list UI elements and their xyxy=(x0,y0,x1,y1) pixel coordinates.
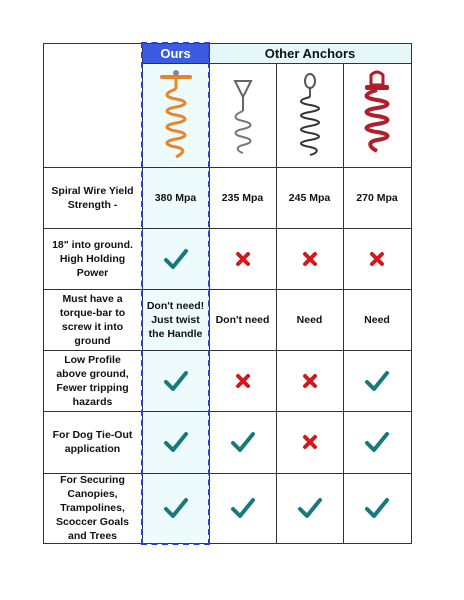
cell-value: 245 Mpa xyxy=(288,191,331,204)
check-icon xyxy=(209,473,276,543)
cell-value: Need xyxy=(364,313,390,326)
product-image-other-2 xyxy=(276,63,343,167)
cross-icon xyxy=(209,228,276,289)
row-label: 18" into ground. High Holding Power xyxy=(52,238,133,279)
grid-line xyxy=(411,43,412,544)
check-icon xyxy=(209,411,276,473)
cell-value: Don't need! Just twist the Handle xyxy=(146,299,205,340)
row-label: Spiral Wire Yield Strength - xyxy=(51,184,134,211)
grid-line xyxy=(343,63,344,543)
check-icon xyxy=(343,350,411,411)
check-icon xyxy=(343,411,411,473)
check-icon xyxy=(276,473,343,543)
grid-line xyxy=(43,167,411,168)
cross-icon xyxy=(276,411,343,473)
grid-line xyxy=(43,228,411,229)
grid-line xyxy=(43,43,411,44)
cross-icon xyxy=(276,228,343,289)
grid-line xyxy=(142,43,143,543)
grid-line xyxy=(43,350,411,351)
cell-value: 235 Mpa xyxy=(221,191,264,204)
product-image-other-3 xyxy=(343,63,411,167)
grid-line xyxy=(209,43,210,543)
check-icon xyxy=(142,411,209,473)
row-label: For Dog Tie-Out application xyxy=(52,429,133,455)
grid-line xyxy=(43,543,412,544)
cell-value: 380 Mpa xyxy=(154,191,197,204)
row-label: Must have a torque-bar to screw it into ground xyxy=(59,292,126,347)
cell-value: Need xyxy=(296,313,323,326)
grid-line xyxy=(43,43,44,543)
cross-icon xyxy=(343,228,411,289)
cell-value: Don't need xyxy=(215,313,270,326)
row-label: Low Profile above ground, Fewer tripping hazards xyxy=(56,353,129,408)
check-icon xyxy=(343,473,411,543)
header-other-anchors: Other Anchors xyxy=(209,43,411,63)
check-icon xyxy=(142,473,209,543)
product-image-other-1 xyxy=(209,63,276,167)
row-label: For Securing Canopies, Trampolines, Scoccer Goals and Trees xyxy=(56,474,129,542)
cross-icon xyxy=(209,350,276,411)
grid-line xyxy=(43,473,411,474)
grid-line xyxy=(276,63,277,543)
header-ours: Ours xyxy=(142,43,209,63)
grid-line xyxy=(43,411,411,412)
grid-line xyxy=(43,289,411,290)
product-image-ours xyxy=(142,63,209,167)
cross-icon xyxy=(276,350,343,411)
check-icon xyxy=(142,350,209,411)
cell-value: 270 Mpa xyxy=(356,191,398,204)
check-icon xyxy=(142,228,209,289)
